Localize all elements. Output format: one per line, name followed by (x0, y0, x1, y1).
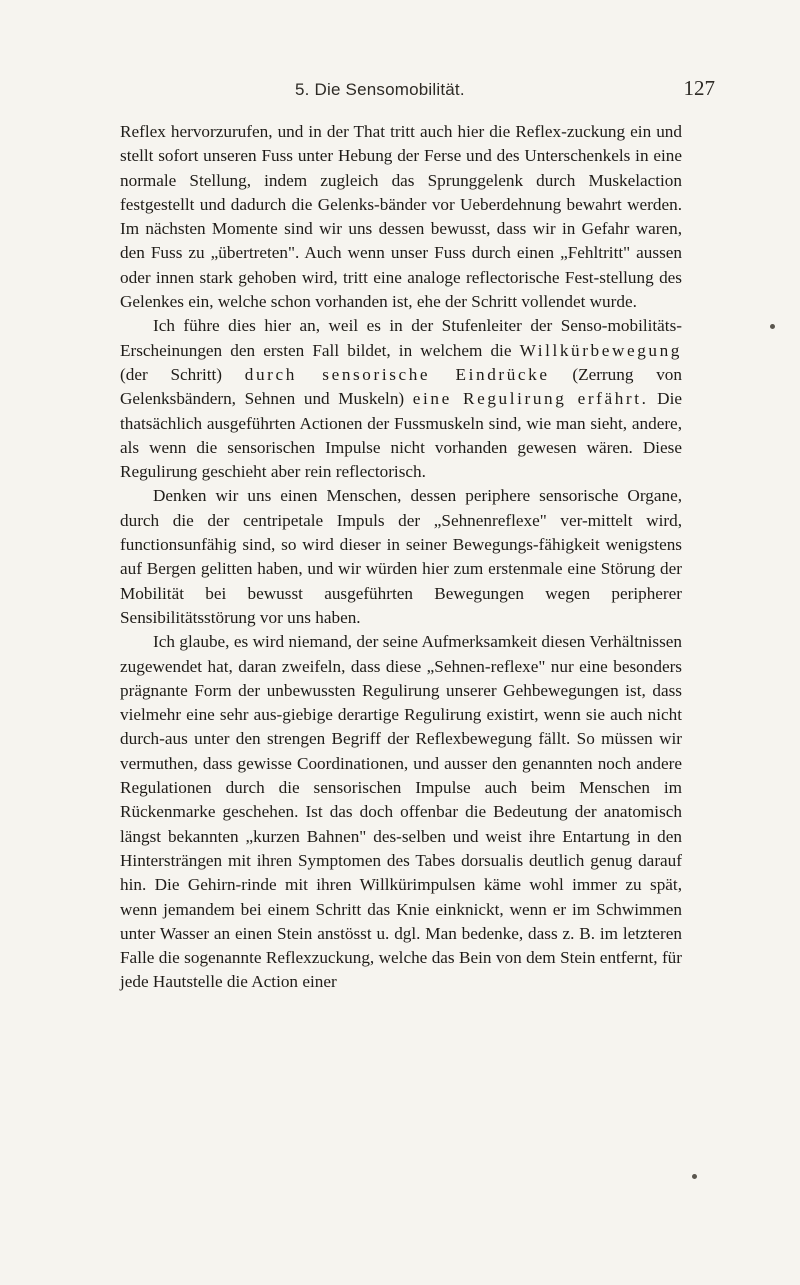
text-run: (Zerrung von Gelenksbändern, Sehnen und Muskeln) (120, 364, 682, 409)
margin-dot-mark (692, 1174, 697, 1179)
text-run: (der Schritt) (120, 364, 245, 384)
text-run: Ich glaube, es wird niemand, der seine Aufmerksamkeit diesen Verhältnissen zugewendet hat, daran zweifeln, dass diese „Sehnen-reflexe" nur eine besonders prägnante Form der unbewussten Regulirung unserer Gehbewegungen ist, dass vielmehr eine sehr aus-giebige derartige Regulirung existirt, wenn sie auch nicht durch-aus unter den strengen Begriff der Reflexbewegung fällt. So müssen wir vermuthen, dass gewisse Coordinationen, und ausser den genannten noch andere Regulationen durch die sensorischen Impulse auch beim Menschen im Rückenmarke geschehen. Ist das doch offenbar die Bedeutung der anatomisch längst bekannten „kurzen Bahnen" des-selben und weist ihre Entartung in den Hintersträngen mit ihren Symptomen des Tabes dorsualis deutlich genug darauf hin. Die Gehirn-rinde mit ihren Willkürimpulsen käme wohl immer zu spät, wenn jemandem bei einem Schritt das Knie einknickt, wenn er im Schwimmen unter Wasser an einen Stein anstösst u. dgl. Man bedenke, dass z. B. im letzteren Falle die sogenannte Reflexzuckung, welche das Bein von dem Stein entfernt, für jede Hautstelle die Action einer (120, 632, 682, 992)
text-run: Reflex hervorzurufen, und in der That tritt auch hier die Reflex-zuckung ein und stellt sofort unseren Fuss unter Hebung der Ferse und des Unterschenkels in eine normale Stellung, indem zugleich das Sprunggelenk durch Muskelaction festgestellt und dadurch die Gelenks-bänder vor Ueberdehnung bewahrt werden. Im nächsten Momente sind wir uns dessen bewusst, dass wir in Gefahr waren, den Fuss zu „übertreten". Auch wenn unser Fuss durch einen „Fehltritt" aussen oder innen stark gehoben wird, tritt eine analoge reflectorische Fest-stellung des Gelenkes ein, welche schon vorhanden ist, ehe der Schritt vollendet wurde. (120, 122, 682, 312)
text-run: Ich führe dies hier an, weil es in der Stufenleiter der Senso-mobilitäts-Erscheinungen den ersten Fall bildet, in welchem die (120, 316, 682, 360)
paragraph (120, 120, 682, 314)
margin-dot-mark (770, 324, 775, 329)
page-number: 127 (683, 76, 715, 100)
paragraph (120, 630, 682, 994)
body-text (120, 120, 682, 995)
paragraph (120, 314, 682, 484)
emphasized-text: eine Regulirung erfährt. (412, 389, 649, 409)
running-title: 5. Die Sensomobilität. (295, 80, 465, 99)
emphasized-text: Willkürbewegung (519, 340, 682, 360)
text-run: Denken wir uns einen Menschen, dessen periphere sensorische Organe, durch die der centripetale Impuls der „Sehnenreflexe" ver-mittelt wird, functionsunfähig sind, so wird dieser in seiner Bewegungs-fähigkeit wenigstens auf Bergen gelitten haben, und wir würden hier zum erstenmale eine Störung der Mobilität bei bewusst ausgeführten Bewegungen wegen peripherer Sensibilitätsstörung vor uns haben. (120, 486, 682, 627)
emphasized-text: durch sensorische Eindrücke (244, 364, 550, 384)
paragraph (120, 484, 682, 630)
text-run: Die thatsächlich ausgeführten Actionen der Fussmuskeln sind, wie man sieht, andere, als wenn die sensorischen Impulse nicht vorhanden gewesen wären. Diese Regulirung geschieht aber rein reflectorisch. (120, 389, 682, 482)
running-head (120, 76, 715, 106)
